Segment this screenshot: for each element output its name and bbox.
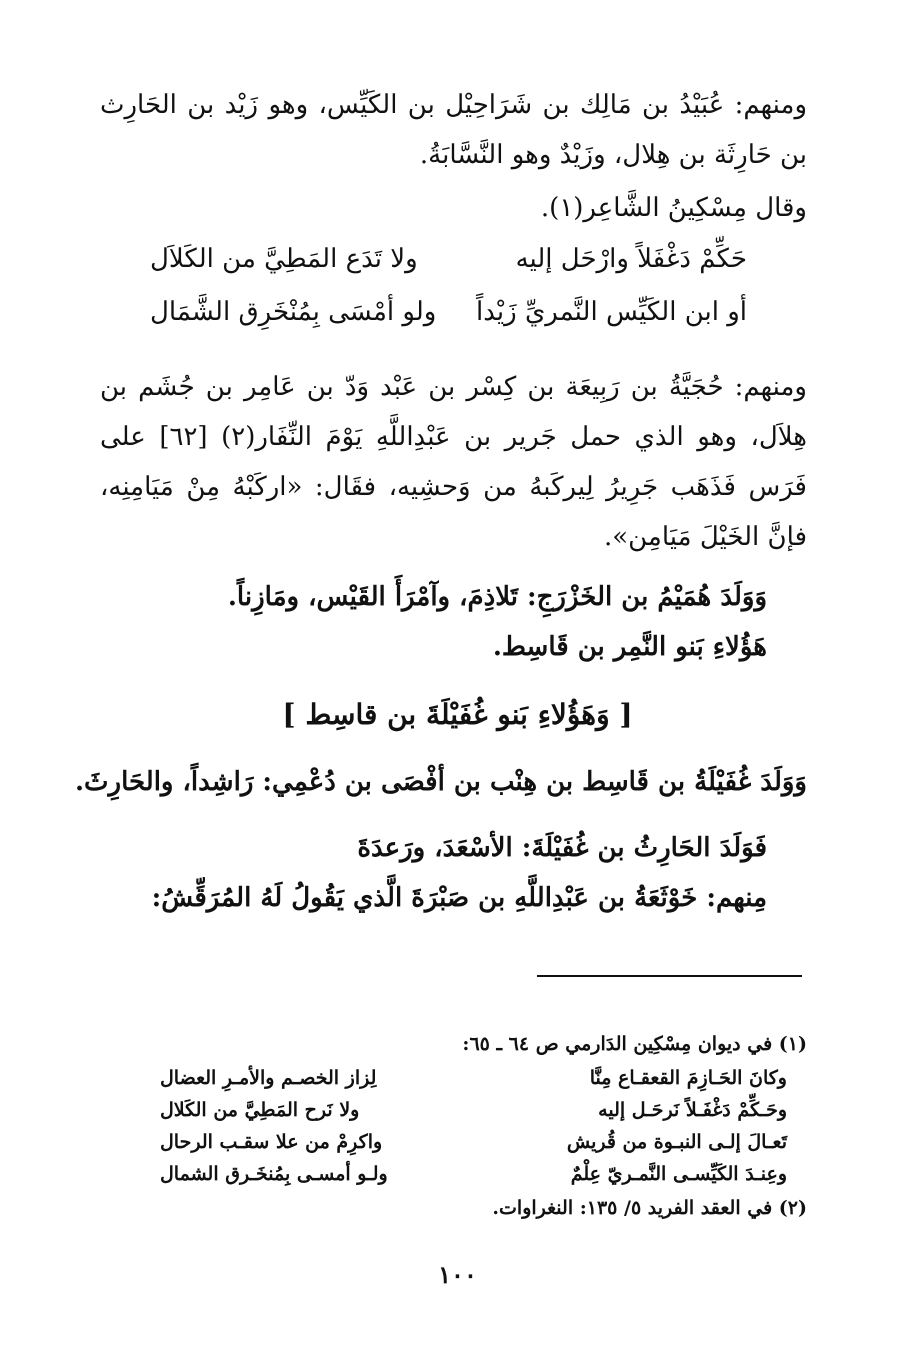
line-humaym: وَوَلَدَ هُمَيْمُ بن الخَزْرَجِ: تَلاذِمَ، وآمْرَأَ القَيْس، ومَازِناً. <box>227 582 767 612</box>
page-number: ١٠٠ <box>438 1260 477 1289</box>
footnote-verse-4-second: ولـو أمسـى بِمُنخَـرق الشمال <box>160 1163 388 1185</box>
footnote-verse-1 <box>160 1067 787 1099</box>
verse-1 <box>150 244 747 288</box>
footnote-verse-3-first: تَعـالَ إلـى النبـوة من قُريش <box>566 1131 787 1153</box>
line-banu-namir: هَؤُلاءِ بَنو النَّمِر بن قَاسِط. <box>492 632 767 662</box>
footnote-verse-2 <box>160 1099 787 1131</box>
footnote-1-intro: (١) في ديوان مِسْكِين الدَارمي ص ٦٤ ـ ٦٥: <box>462 1033 807 1055</box>
section-heading: [ وَهَؤُلاءِ بَنو غُفَيْلَةَ بن قاسِط ] <box>282 698 633 731</box>
footnote-verse-4 <box>160 1163 787 1195</box>
verse-1-first-hemistich: حَكِّمْ دَغْفَلاً وارْحَل إليه <box>515 244 747 274</box>
line-khawthaa: مِنهم: خَوْثَعَةُ بن عَبْدِاللَّهِ بن صَبْرَةَ الَّذي يَقُولُ لَهُ المُرَقِّشُ: <box>151 883 767 913</box>
verse-2 <box>150 297 747 341</box>
footnote-verse-2-second: ولا نَرح المَطِيَّ من الكَلال <box>160 1099 360 1121</box>
footnote-verse-1-first: وكانَ الحَـازِمَ القعقـاع مِنَّا <box>589 1067 787 1089</box>
footnote-verse-1-second: لِزاز الخصـم والأمـرِ العضال <box>160 1067 377 1089</box>
verse-2-second-hemistich: ولو أمْسَى بِمُنْخَرِق الشَّمَال <box>150 297 437 327</box>
paragraph-hujayya: ومنهم: حُجَيَّةُ بن رَبِيعَة بن كِسْر بن عَبْد وَدّ بن عَامِر بن جُشَم بن هِلاَل، وهو الذي حمل جَرير بن عَبْدِاللَّهِ يَوْمَ النِّفَار(٢) [٦٢] على فَرَس فَذَهَب جَرِيرُ لِيركَبهُ من وَحشِيه، فقَال: «اركَبْهُ مِنْ مَيَامِنِه، فإنَّ الخَيْلَ مَيَامِن». <box>100 372 807 552</box>
footnote-verse-2-first: وحَـكِّمْ دَغْفَـلاً نَرحَـل إليه <box>598 1099 787 1121</box>
paragraph-ubaid: ومنهم: عُبَيْدُ بن مَالِك بن شَرَاحِيْل بن الكَيِّس، وهو زَيْد بن الحَارِث بن حَارِثَة بن هِلال، وزَيْدٌ وهو النَّسَّابَةُ. <box>100 90 807 170</box>
footnote-verse-3-second: واكرِمْ من علا سقـب الرحال <box>160 1131 383 1153</box>
verse-2-first-hemistich: أو ابن الكَيِّس النَّمريِّ زَيْداً <box>476 297 747 327</box>
footnote-verse-4-first: وعِنـدَ الكَيِّسـى النَّمـريّ عِلْمٌ <box>570 1163 787 1185</box>
line-ghufayla: وَوَلَدَ غُفَيْلَةُ بن قَاسِط بن هِنْب بن أفْصَى بن دُعْمِي: رَاشِداً، والحَارِثَ. <box>75 767 807 797</box>
footnote-verse-3 <box>160 1131 787 1163</box>
footnote-2: (٢) في العقد الفريد ٥/ ١٣٥: النغراوات. <box>492 1197 807 1219</box>
line-harith: فَوَلَدَ الحَارِثُ بن غُفَيْلَةَ: الأسْعَدَ، ورَعدَةَ <box>357 833 767 863</box>
verse-1-second-hemistich: ولا تَدَع المَطِيَّ من الكَلاَل <box>150 244 418 274</box>
footnote-separator <box>537 975 802 977</box>
poet-intro: وقال مِسْكِينُ الشَّاعِر(١). <box>540 193 807 223</box>
